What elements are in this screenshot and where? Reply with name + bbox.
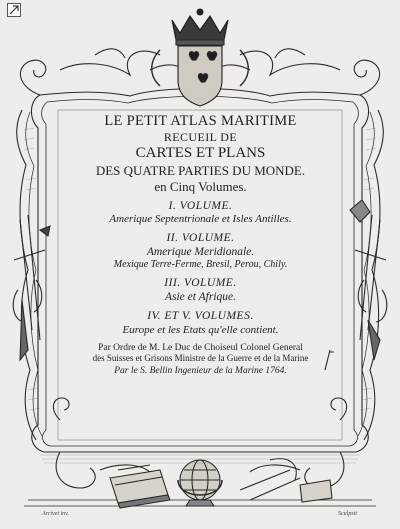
volume45-description: Europe et les Etats qu'elle contient. <box>122 323 279 336</box>
order-line-2: des Suisses et Grisons Ministre de la Guerre et de la Marine <box>92 353 309 363</box>
author-line: Par le S. Bellin Ingenieur de la Marine 1764. <box>114 366 287 376</box>
volume45-heading: IV. ET V. VOLUMES. <box>147 310 254 322</box>
globe-icon <box>178 460 222 506</box>
volume2-heading: II. VOLUME. <box>166 232 235 244</box>
crown-icon <box>172 9 228 45</box>
subtitle-volumes: en Cinq Volumes. <box>154 178 247 194</box>
volume2-detail: Mexique Terre-Ferme, Bresil, Perou, Chily. <box>113 259 288 270</box>
subtitle-parties: DES QUATRE PARTIES DU MONDE. <box>95 162 306 178</box>
volume3-description: Asie et Afrique. <box>164 290 236 303</box>
volume1-heading: I. VOLUME. <box>168 199 233 212</box>
fleur-de-lis-shield-icon <box>178 46 222 106</box>
volume3-heading: III. VOLUME. <box>164 277 237 289</box>
volume2-description: Amerique Meridionale. <box>146 245 255 258</box>
volume1-description: Amerique Septentrionale et Isles Antilles. <box>109 213 292 225</box>
order-line-1: Par Ordre de M. Le Duc de Choiseul Colonel General <box>98 342 303 353</box>
weapon-trophy-icon <box>13 215 50 360</box>
engraver-signature-right: Sculpsit <box>338 511 357 517</box>
expand-icon[interactable] <box>7 3 21 17</box>
engraver-signature-left: Arrivet inv. <box>42 511 69 517</box>
book-icon <box>110 465 170 508</box>
atlas-title: LE PETIT ATLAS MARITIME <box>104 113 297 129</box>
subtitle-recueil: RECUEIL DE <box>163 129 238 144</box>
title-text-block <box>48 108 353 377</box>
subtitle-cartes: CARTES ET PLANS <box>135 144 266 161</box>
